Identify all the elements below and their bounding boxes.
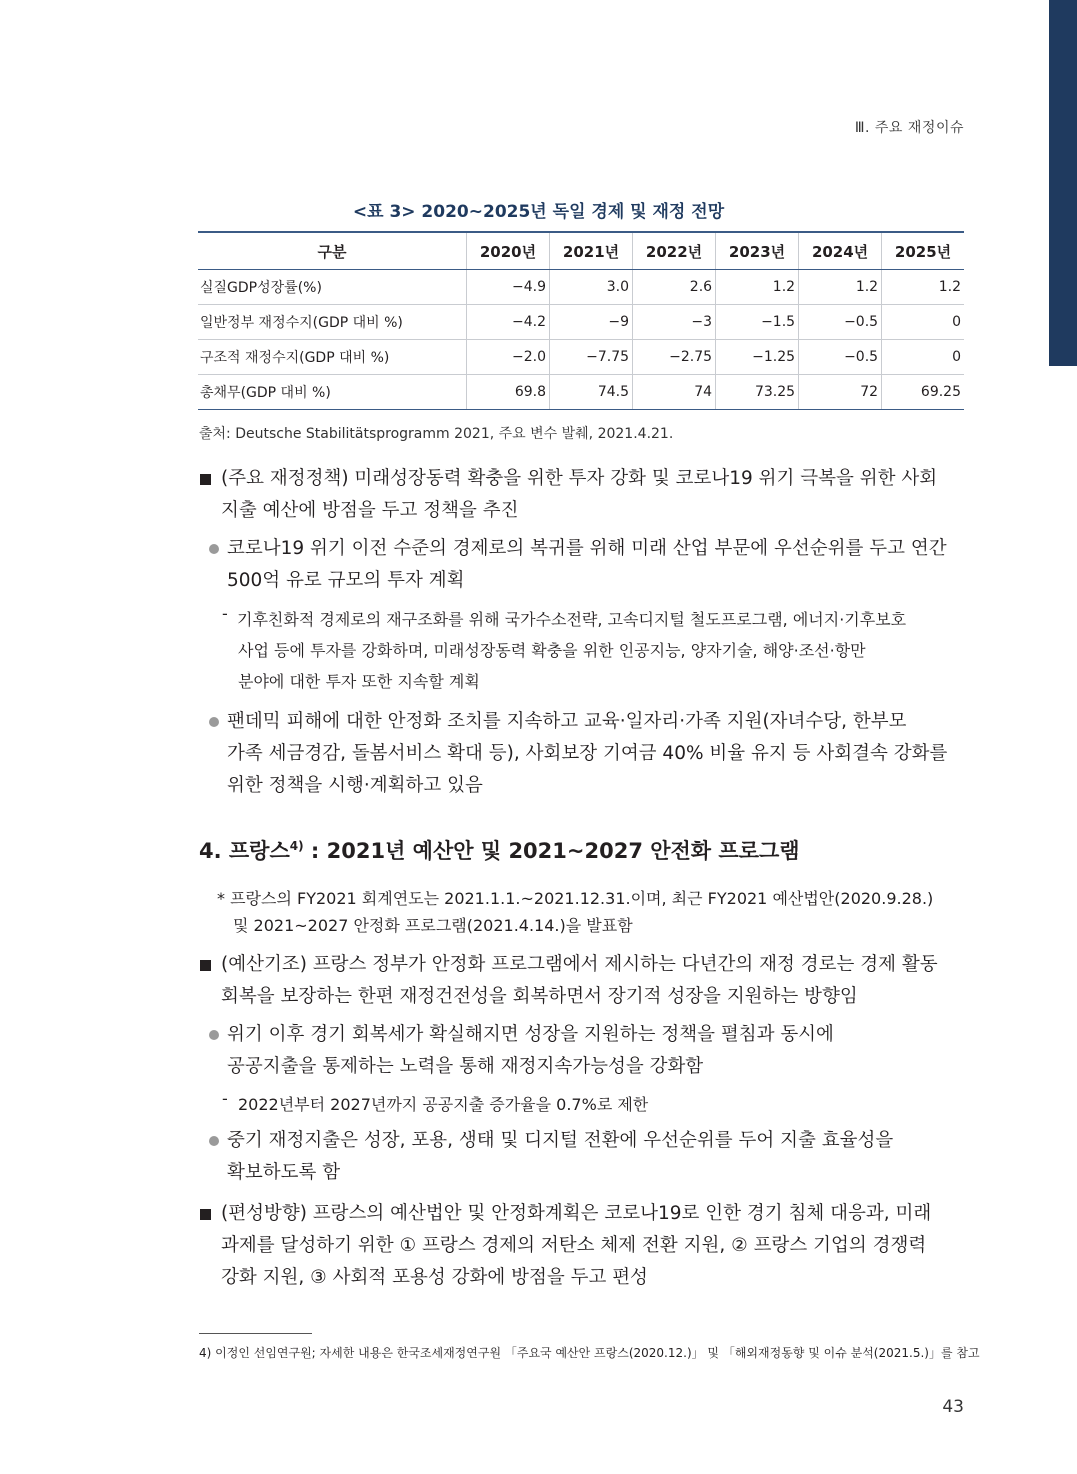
text-line: 회복을 보장하는 한편 재정건전성을 회복하면서 장기적 성장을 지원하는 방향임 [221, 986, 858, 1007]
column-header: 2022년 [633, 232, 716, 270]
table-cell: 74.5 [550, 375, 633, 410]
table-cell: −7.75 [550, 340, 633, 375]
column-header: 2021년 [550, 232, 633, 270]
table-row [198, 340, 964, 375]
column-header: 2020년 [467, 232, 550, 270]
text-line: 사업 등에 투자를 강화하며, 미래성장동력 확충을 위한 인공지능, 양자기술, 해양·조선·항만 [238, 641, 866, 660]
column-header: 구분 [198, 232, 467, 270]
text-line: 가족 세금경감, 돌봄서비스 확대 등), 사회보장 기여금 40% 비율 유지 등 사회결속 강화를 [227, 743, 948, 764]
forecast-table [198, 231, 964, 410]
footnote: 4) 이정인 선임연구원; 자세한 내용은 한국조세재정연구원 「주요국 예산안 프랑스(2020.12.)」 및 「해외재정동향 및 이슈 분석(2021.5.)」를 참고 [199, 1346, 980, 1360]
text-line: 코로나19 위기 이전 수준의 경제로의 복귀를 위해 미래 산업 부문에 우선순위를 두고 연간 [227, 538, 947, 559]
footnote-ref: 4) [289, 839, 304, 853]
table-cell: −0.5 [799, 305, 882, 340]
france-spending-cap [238, 1089, 648, 1120]
text-line: (편성방향) 프랑스의 예산법안 및 안정화계획은 코로나19로 인한 경기 침체 대응과, 미래 [221, 1203, 932, 1224]
text-line: 중기 재정지출은 성장, 포용, 생태 및 디지털 전환에 우선순위를 두어 지출 효율성을 [227, 1130, 894, 1151]
circle-bullet-icon [209, 1030, 219, 1040]
column-header: 2023년 [716, 232, 799, 270]
table-cell: −0.5 [799, 340, 882, 375]
table-cell: 1.2 [799, 270, 882, 305]
text-line: (예산기조) 프랑스 정부가 안정화 프로그램에서 제시하는 다년간의 재정 경로는 경제 활동 [221, 954, 938, 975]
text-line: 지출 예산에 방점을 두고 정책을 추진 [221, 500, 519, 521]
column-header: 2025년 [882, 232, 964, 270]
germany-investment-detail [238, 604, 906, 697]
running-header: Ⅲ. 주요 재정이슈 [854, 120, 964, 136]
table-cell: 1.2 [716, 270, 799, 305]
table-cell: 69.8 [467, 375, 550, 410]
dash-bullet-icon: - [222, 604, 228, 623]
text-line: 공공지출을 통제하는 노력을 통해 재정지속가능성을 강화함 [227, 1056, 704, 1077]
table-cell: −1.25 [716, 340, 799, 375]
table-cell: −2.0 [467, 340, 550, 375]
table-cell: 69.25 [882, 375, 964, 410]
text-line: 위한 정책을 시행·계획하고 있음 [227, 775, 483, 796]
text-line: 분야에 대한 투자 또한 지속할 계획 [238, 672, 480, 691]
table-row [198, 270, 964, 305]
table-cell: 1.2 [882, 270, 964, 305]
footnote-divider [199, 1333, 312, 1334]
text-line: 강화 지원, ③ 사회적 포용성 강화에 방점을 두고 편성 [221, 1267, 648, 1288]
circle-bullet-icon [209, 717, 219, 727]
germany-stabilization-paragraph [227, 706, 947, 802]
text-line: 과제를 달성하기 위한 ① 프랑스 경제의 저탄소 체제 전환 지원, ② 프랑스 기업의 경쟁력 [221, 1235, 927, 1256]
text-line: 팬데믹 피해에 대한 안정화 조치를 지속하고 교육·일자리·가족 지원(자녀수당, 한부모 [227, 711, 907, 732]
germany-policy-paragraph [221, 463, 937, 527]
table-cell: 2.6 [633, 270, 716, 305]
france-midterm-paragraph [227, 1125, 893, 1189]
france-direction-paragraph [221, 1198, 931, 1294]
circle-bullet-icon [209, 544, 219, 554]
text-line: 위기 이후 경기 회복세가 확실해지면 성장을 지원하는 정책을 펼침과 동시에 [227, 1024, 834, 1045]
table-cell: 72 [799, 375, 882, 410]
text-line: (주요 재정정책) 미래성장동력 확충을 위한 투자 강화 및 코로나19 위기 극복을 위한 사회 [221, 468, 938, 489]
table-row [198, 305, 964, 340]
section-title-text: 4. 프랑스 [199, 839, 290, 863]
row-label: 실질GDP성장률(%) [198, 270, 467, 305]
table-header-row [198, 232, 964, 270]
germany-investment-paragraph [227, 533, 947, 597]
table-cell: −9 [550, 305, 633, 340]
table-source: 출처: Deutsche Stabilitätsprogramm 2021, 주요 변수 발췌, 2021.4.21. [199, 426, 674, 442]
chapter-side-tab [1049, 0, 1077, 366]
square-bullet-icon [200, 1209, 211, 1220]
section-title-rest: : 2021년 예산안 및 2021~2027 안전화 프로그램 [303, 839, 800, 863]
text-line: 및 2021~2027 안정화 프로그램(2021.4.14.)을 발표함 [233, 916, 633, 935]
text-line: 500억 유로 규모의 투자 계획 [227, 570, 465, 591]
text-line: 2022년부터 2027년까지 공공지출 증가율을 0.7%로 제한 [238, 1095, 649, 1114]
france-recovery-paragraph [227, 1019, 834, 1083]
table-cell: 74 [633, 375, 716, 410]
text-line: * 프랑스의 FY2021 회계연도는 2021.1.1.~2021.12.31.이며, 최근 FY2021 예산법안(2020.9.28.) [217, 889, 934, 908]
row-label: 일반정부 재정수지(GDP 대비 %) [198, 305, 467, 340]
column-header: 2024년 [799, 232, 882, 270]
table-row [198, 375, 964, 410]
square-bullet-icon [200, 474, 211, 485]
france-budget-stance [221, 949, 938, 1013]
row-label: 구조적 재정수지(GDP 대비 %) [198, 340, 467, 375]
table-cell: 73.25 [716, 375, 799, 410]
table-cell: 0 [882, 340, 964, 375]
table-cell: −2.75 [633, 340, 716, 375]
section-heading [199, 835, 800, 865]
page-number: 43 [942, 1397, 964, 1417]
row-label: 총채무(GDP 대비 %) [198, 375, 467, 410]
circle-bullet-icon [209, 1136, 219, 1146]
table-cell: −4.9 [467, 270, 550, 305]
text-line: 확보하도록 함 [227, 1162, 341, 1183]
table-cell: −3 [633, 305, 716, 340]
france-note [217, 885, 933, 939]
table-cell: 0 [882, 305, 964, 340]
table-cell: −4.2 [467, 305, 550, 340]
square-bullet-icon [200, 960, 211, 971]
table-cell: 3.0 [550, 270, 633, 305]
table-cell: −1.5 [716, 305, 799, 340]
text-line: 기후친화적 경제로의 재구조화를 위해 국가수소전략, 고속디지털 철도프로그램, 에너지·기후보호 [237, 610, 907, 629]
dash-bullet-icon: - [222, 1089, 228, 1108]
table-title: <표 3> 2020~2025년 독일 경제 및 재정 전망 [352, 202, 725, 222]
